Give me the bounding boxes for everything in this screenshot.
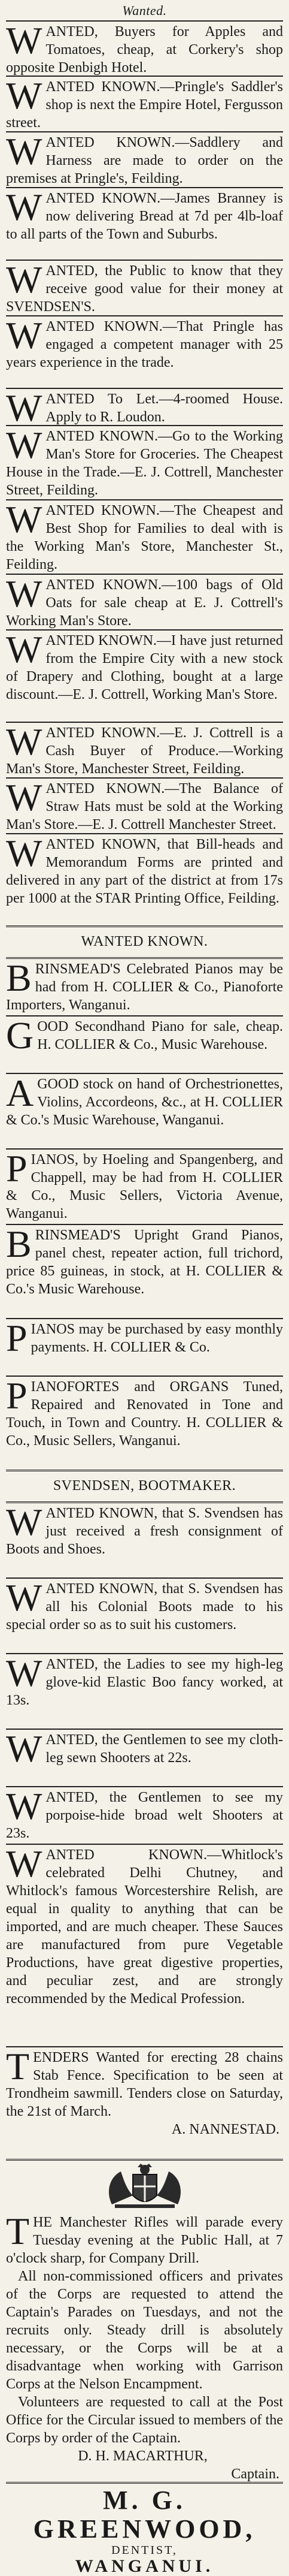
music-ad: BRINSMEAD'S Celebrated Pianos may be had from H. COLLIER & Co., Pianoforte Importers, Wanganui. — [6, 957, 283, 1013]
section-heading: SVENDSEN, BOOTMAKER. — [53, 1478, 236, 1494]
classified-ad: WANTED, the Public to know that they receive good value for their money at SVENDSEN'S. — [6, 258, 283, 315]
classified-ad: WANTED To Let.—4-roomed House. Apply to R. Loudon. — [6, 387, 283, 429]
music-ad: PIANOS, by Hoeling and Spangenberg, and Chappell, may be had from H. COLLIER & Co., Music Sellers, Victoria Avenue, Wanganui. — [6, 1147, 283, 1221]
classified-ad: WANTED KNOWN.—I have just returned from the Empire City with a new stock of Drapery and Clothing, bought at a large discount.—E. J. Cottrell, Working Man's Store. — [6, 628, 283, 702]
boot-ad: WANTED, the Gentlemen to see my porpoise-hide broad welt Shooters at 23s. — [6, 1785, 283, 1841]
classified-ad: WANTED KNOWN.—The Balance of Straw Hats must be sold at the Working Man's Store.—E. J. Cottrell Manchester Street. — [6, 776, 283, 832]
masthead-place: WANGANUI. — [75, 2556, 214, 2576]
royal-crest — [6, 2161, 283, 2212]
music-ad: AGOOD stock on hand of Orchestrionettes, Violins, Accordeons, &c., at H. COLLIER & Co.'s Music Warehouse, Wanganui. — [6, 1072, 283, 1128]
tender-signature: A. NANNESTAD. — [171, 2122, 279, 2137]
rifles-signature: D. H. MACARTHUR, — [78, 2448, 208, 2464]
classified-ad: WANTED KNOWN, that Bill-heads and Memorandum Forms are printed and delivered in any part of the district at from 17s per 1000 at the STAR Printing Office, Feilding. — [6, 832, 283, 906]
music-ad: PIANOS may be purchased by easy monthly payments. H. COLLIER & Co. — [6, 1317, 283, 1359]
boot-ad: WANTED KNOWN, that S. Svendsen has all his Colonial Boots made to his special order so as to suit his customers. — [6, 1576, 283, 1633]
boot-ad: WANTED, the Gentlemen to see my cloth-leg sewn Shooters at 22s. — [6, 1727, 283, 1770]
boot-ad: WANTED, the Ladies to see my high-leg glove-kid Elastic Boo fancy worked, at 13s. — [6, 1652, 283, 1708]
music-ad: GOOD Secondhand Piano for sale, cheap. H. COLLIER & Co., Music Warehouse. — [6, 1014, 283, 1057]
masthead-name: M. G. GREENWOOD, — [33, 2485, 256, 2544]
tender-ad: TENDERS Wanted for erecting 28 chains Stab Fence. Specification to be seen at Trondheim sawmill. Tenders close on Saturday, the 21st of March. A. NANNESTAD. — [6, 2045, 283, 2137]
classified-ad: WANTED KNOWN.—Saddlery and Harness are made to order on the premises at Pringle's, Feilding. — [6, 130, 283, 186]
crest-icon — [100, 2162, 190, 2210]
classified-ad: WANTED KNOWN.—That Pringle has engaged a competent manager with 25 years experience in the trade. — [6, 314, 283, 370]
classified-ad: WANTED KNOWN.—Go to the Working Man's Store for Groceries. The Cheapest House in the Trade.—E. J. Cottrell, Manchester Street, Feilding. — [6, 424, 283, 498]
classified-ad: WANTED KNOWN.—100 bags of Old Oats for sale cheap at E. J. Cottrell's Working Man's Store. — [6, 572, 283, 629]
classified-ad: WANTED, Buyers for Apples and Tomatoes, cheap, at Corkery's shop opposite Denbigh Hotel. — [6, 19, 283, 76]
classified-ad: WANTED KNOWN.—Pringle's Saddler's shop is next the Empire Hotel, Fergusson street. — [6, 74, 283, 131]
classified-ad: WANTED KNOWN.—James Branney is now delivering Bread at 7d per 4lb-loaf to all parts of the Town and Suburbs. — [6, 186, 283, 242]
dentist-masthead — [6, 2484, 283, 2576]
section-heading: WANTED KNOWN. — [81, 934, 208, 949]
rifles-notice: THE Manchester Rifles will parade every Tuesday evening at the Public Hall, at 7 o'clock sharp, for Company Drill. All non-commissioned officers and privates of the Corps are requested to attend the Captain's Parades on Tuesdays, and not the recruits only. Steady drill is absolutely necessary, or the Corps will be at a disadvantage when working with Garrison Corps at the Nelson Encampment. Volunteers are requested to call at the Post Office for the Circular issued to members of the Corps by order of the Captain. D. H. MACARTHUR, Captain. — [6, 2210, 283, 2482]
music-ad: BRINSMEAD'S Upright Grand Pianos, panel chest, repeater action, full trichord, price 85 guineas, in stock, at H. COLLIER & Co.'s Music Warehouse. — [6, 1223, 283, 1297]
masthead-sub: DENTIST, — [111, 2544, 178, 2557]
rifles-signature-title: Captain. — [231, 2466, 279, 2482]
classified-ad: WANTED KNOWN.—E. J. Cottrell is a Cash Buyer of Produce.—Working Man's Store, Manchester Street, Feilding. — [6, 720, 283, 777]
page-title: Wanted. — [122, 3, 167, 18]
classified-ad: WANTED KNOWN.—The Cheapest and Best Shop for Families to deal with is the Working Man's Store, Manchester St., Feilding. — [6, 498, 283, 572]
music-ad: PIANOFORTES and ORGANS Tuned, Repaired and Renovated in Tone and Touch, in Town and Country. H. COLLIER & Co., Music Sellers, Wanganui. — [6, 1374, 283, 1449]
boot-ad: WANTED KNOWN, that S. Svendsen has just received a fresh consignment of Boots and Shoes. — [6, 1501, 283, 1557]
boot-ad: WANTED KNOWN.—Whitlock's celebrated Delhi Chutney, and Whitlock's famous Worcestershire Relish, are equal in quality to anything that can be imported, and are much cheaper. These Sauces are manufactured from pure Vegetable Productions, have great digestive properties, and peculiar zest, and are strongly recommended by the Medical Profession. — [6, 1842, 283, 2007]
